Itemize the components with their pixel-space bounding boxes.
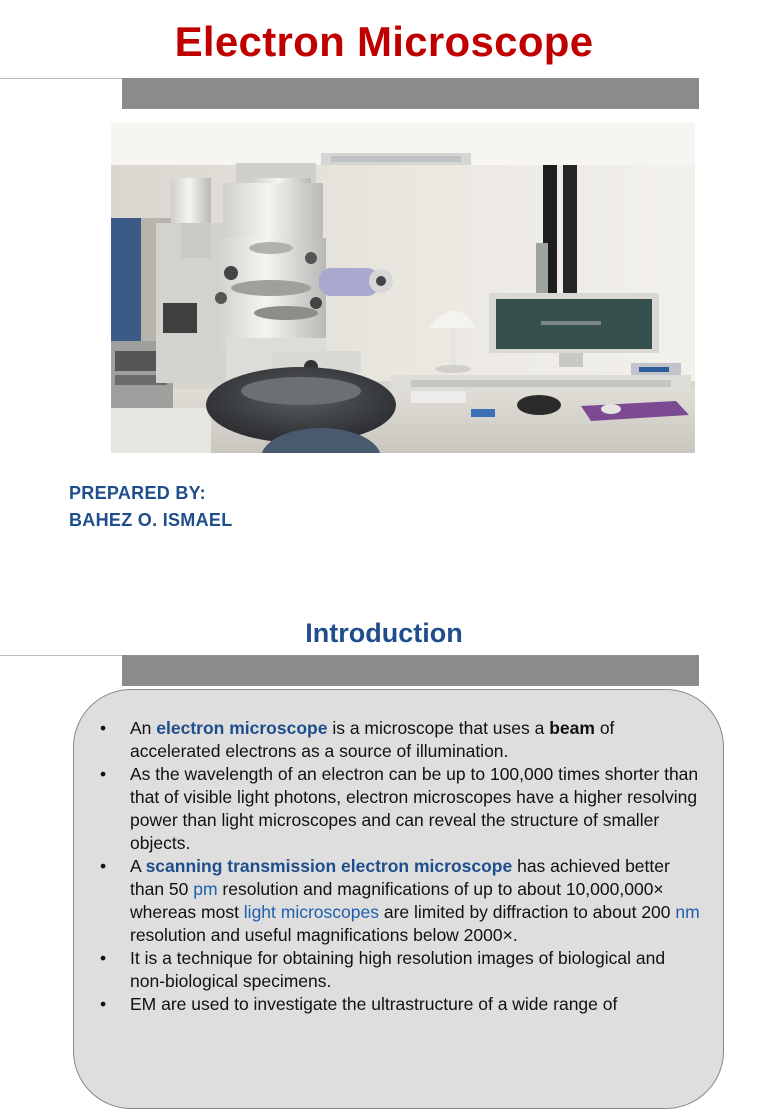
bullet-dot-icon: •: [100, 856, 107, 876]
bullet-text: is a microscope that uses a: [327, 718, 550, 738]
intro-underline-bar: [122, 655, 699, 686]
bullet-dot-icon: •: [100, 764, 107, 784]
term-link-text: pm: [193, 879, 218, 899]
term-link-text: nm: [675, 902, 700, 922]
bullet-dot-icon: •: [100, 994, 107, 1014]
bullet-item: [100, 993, 700, 1016]
bullet-dot-icon: •: [100, 718, 107, 738]
bullet-text: has achieved better than 50: [130, 856, 670, 899]
bold-term: beam: [549, 718, 595, 738]
bullet-item: [100, 947, 700, 993]
title-rule-line: [0, 78, 122, 79]
bullet-text: resolution and magnifications of up to about 10,000,000× whereas most: [130, 879, 664, 922]
electron-microscope-photo: [111, 123, 695, 453]
bullet-text: It is a technique for obtaining high resolution images of biological and non-biological specimens.: [130, 948, 666, 991]
bullet-item: [100, 763, 700, 855]
intro-bullet-list: [100, 717, 700, 1016]
bullet-dot-icon: •: [100, 948, 107, 968]
prepared-by-label: PREPARED BY:: [69, 483, 206, 503]
bullet-text: A: [130, 856, 146, 876]
intro-title: Introduction: [305, 618, 463, 648]
slide-title: Electron Microscope: [174, 18, 594, 65]
term-highlight: scanning transmission electron microscope: [145, 856, 513, 876]
term-link-text: light microscopes: [243, 902, 379, 922]
term-highlight: electron microscope: [156, 718, 328, 738]
bullet-text: EM are used to investigate the ultrastructure of a wide range of: [130, 994, 618, 1014]
bullet-item: [100, 717, 700, 763]
bullet-text: As the wavelength of an electron can be up to 100,000 times shorter than that of visible light photons, electron microscopes have a higher resolving power than light microscopes and can reveal the structure of smaller objects.: [130, 764, 699, 853]
bullet-text: An: [130, 718, 157, 738]
bullet-text: of accelerated electrons as a source of illumination.: [130, 718, 615, 761]
bullet-text: are limited by diffraction to about 200: [379, 902, 676, 922]
bullet-text: resolution and useful magnifications below 2000×.: [130, 925, 518, 945]
author-name: BAHEZ O. ISMAEL: [69, 510, 233, 530]
title-underline-bar: [122, 78, 699, 109]
intro-rule-line: [0, 655, 122, 656]
bullet-item: [100, 855, 700, 947]
